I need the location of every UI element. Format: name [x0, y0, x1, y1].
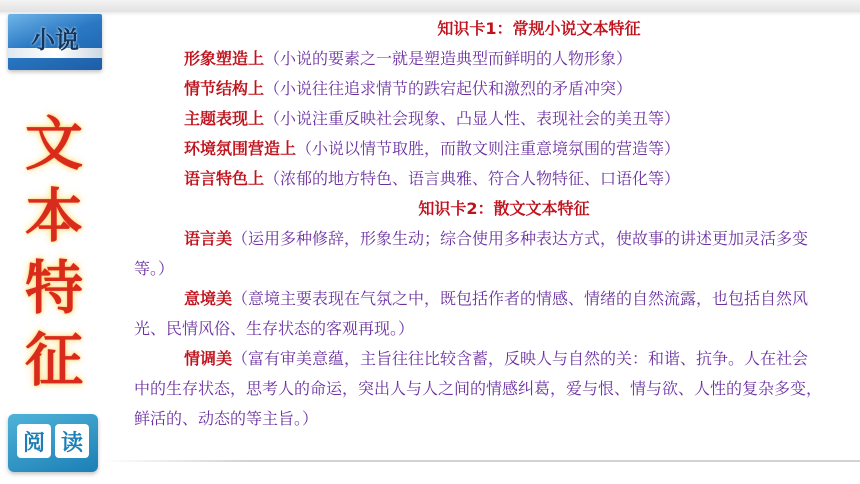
- card2-item: [134, 224, 824, 284]
- card2-item-text: （富有审美意蕴，主旨往往比较含蓄，反映人与自然的关：和谐、抗争。人在社会中的生存状态，思考人的命运，突出人与人之间的情感纠葛，爱与恨、情与欲、人性的复杂多变，鲜活的、动态的等主旨。）: [134, 349, 823, 428]
- vertical-title-char: 征: [24, 326, 83, 394]
- card1-item-label: 环境氛围营造上: [184, 139, 297, 158]
- badge-text: 小说: [31, 25, 79, 54]
- top-decor-bar: [0, 0, 860, 12]
- card2-item: [134, 284, 824, 344]
- card1-item-text: （小说的要素之一就是塑造典型而鲜明的人物形象）: [264, 49, 633, 68]
- card1-item: [134, 104, 824, 134]
- card1-item-label: 语言特色上: [184, 169, 265, 188]
- vertical-title: [10, 108, 98, 396]
- card2-item-label: 语言美: [184, 229, 233, 248]
- card1-item-label: 情节结构上: [184, 79, 265, 98]
- bottom-divider: [100, 460, 860, 462]
- vertical-title-char: 文: [24, 110, 83, 178]
- card1-item-text: （浓郁的地方特色、语言典雅、符合人物特征、口语化等）: [264, 169, 681, 188]
- card1-item: [134, 74, 824, 104]
- vertical-title-char: 本: [24, 182, 83, 250]
- read-icon-char: 阅: [17, 424, 51, 458]
- card1-item: [134, 44, 824, 74]
- main-content: [134, 14, 824, 434]
- card2-item-text: （意境主要表现在气氛之中，既包括作者的情感、情绪的自然流露，也包括自然风光、民情风俗、生存状态的客观再现。）: [134, 289, 809, 338]
- reading-icon: [8, 414, 98, 472]
- card1-item-text: （小说以情节取胜，而散文则注重意境氛围的营造等）: [296, 139, 681, 158]
- card2-item: [134, 344, 824, 434]
- read-icon-char: 读: [55, 424, 89, 458]
- card1-item-label: 主题表现上: [184, 109, 265, 128]
- card1-item-label: 形象塑造上: [184, 49, 265, 68]
- card1-item-text: （小说注重反映社会现象、凸显人性、表现社会的美丑等）: [264, 109, 681, 128]
- card2-item-label: 情调美: [184, 349, 233, 368]
- xiaoshuo-logo-badge: [8, 14, 102, 70]
- card2-title: 知识卡2：散文文本特征: [418, 199, 590, 218]
- card1-title: 知识卡1：常规小说文本特征: [437, 19, 641, 38]
- card2-item-text: （运用多种修辞，形象生动；综合使用多种表达方式，使故事的讲述更加灵活多变等。）: [134, 229, 809, 278]
- card1-item-text: （小说往往追求情节的跌宕起伏和激烈的矛盾冲突）: [264, 79, 633, 98]
- card2-item-label: 意境美: [184, 289, 233, 308]
- vertical-title-char: 特: [24, 254, 83, 322]
- card1-item: [134, 134, 824, 164]
- card1-item: [134, 164, 824, 194]
